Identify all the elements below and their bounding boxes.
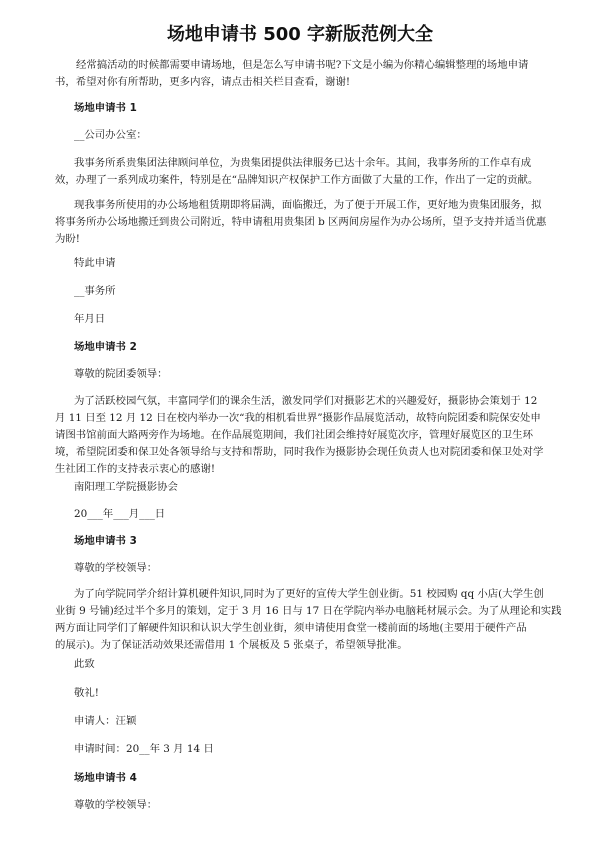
section-2-signer: 南阳理工学院摄影协会 <box>74 481 178 493</box>
section-3-applicant: 申请人：汪颖 <box>74 715 137 727</box>
section-3-p1-line-1: 为了向学院同学介绍计算机硬件知识,同时为了更好的宣传大学生创业街。51 校园购 qq 小店(大学生创 <box>74 588 544 600</box>
section-2-p1-line-5: 生社团工作的支持表示衷心的感谢! <box>55 463 216 475</box>
section-4-heading: 场地申请书 4 <box>74 772 137 784</box>
section-1-p2-line-1: 现我事务所使用的办公场地租赁期即将届满，面临搬迁，为了便于开展工作，更好地为贵集团服务，拟 <box>74 199 542 211</box>
section-2-date: 20___年___月___日 <box>74 508 166 520</box>
section-2-p1-line-3: 请图书馆前面大路两旁作为场地。在作品展览期间，我们社团会维持好展览次序，管理好展览区的卫生环 <box>55 429 533 441</box>
intro-paragraph <box>55 57 555 91</box>
section-1-date: 年月日 <box>74 313 106 325</box>
document-title: 场地申请书 500 字新版范例大全 <box>166 24 434 45</box>
section-3-closing-1: 此致 <box>74 658 95 670</box>
section-2-p1-line-4: 境，希望院团委和保卫处各领导给与支持和帮助，同时我作为摄影协会现任负责人也对院团委和保卫处对学 <box>55 446 544 458</box>
intro-line-2: 书，希望对你有所帮助，更多内容，请点击相关栏目查看，谢谢! <box>55 76 351 88</box>
section-1-paragraph-1 <box>55 155 555 189</box>
section-3-paragraph-1 <box>55 586 562 654</box>
section-3-p1-line-3: 两方面让同学们了解硬件知识和认识大学生创业街，须申请使用食堂一楼前面的场地(主要用于硬件产品 <box>55 622 527 634</box>
section-1-paragraph-2 <box>55 197 555 248</box>
section-2-heading: 场地申请书 2 <box>74 341 137 353</box>
section-1-p2-line-3: 为盼! <box>55 233 80 245</box>
section-1-heading: 场地申请书 1 <box>74 102 137 114</box>
section-1-addressee: __公司办公室： <box>74 129 147 141</box>
section-2-p1-line-1: 为了活跃校园气氛，丰富同学们的课余生活，激发同学们对摄影艺术的兴趣爱好，摄影协会策划于 12 <box>74 395 538 407</box>
section-2-addressee: 尊敬的院团委领导： <box>74 368 168 380</box>
section-1-closing: 特此申请 <box>74 257 116 269</box>
section-2-p1-line-2: 月 11 日至 12 月 12 日在校内举办一次“我的相机看世界”摄影作品展览活动，故特向院团委和院保安处申 <box>55 412 541 424</box>
section-1-p1-line-2: 效，办理了一系列成功案件，特别是在“品牌知识产权保护工作方面做了大量的工作，作出了一定的贡献。 <box>55 174 539 186</box>
section-3-date: 申请时间：20__年 3 月 14 日 <box>74 743 214 755</box>
section-3-p1-line-2: 业街 9 号铺)经过半个多月的策划，定于 3 月 16 日与 17 日在学院内举办电脑耗材展示会。为了从理论和实践 <box>55 605 562 617</box>
section-3-closing-2: 敬礼! <box>74 687 99 699</box>
section-1-p2-line-2: 将事务所办公场地搬迁到贵公司附近，特申请租用贵集团 b 区两间房屋作为办公场所，望予支持并适当优惠 <box>55 216 547 228</box>
section-3-addressee: 尊敬的学校领导： <box>74 562 158 574</box>
section-3-heading: 场地申请书 3 <box>74 535 137 547</box>
section-1-p1-line-1: 我事务所系贵集团法律顾问单位，为贵集团提供法律服务已达十余年。其间，我事务所的工作卓有成 <box>74 157 532 169</box>
section-1-signer: __事务所 <box>74 285 116 297</box>
section-2-paragraph-1 <box>55 393 555 478</box>
intro-line-1: 经常搞活动的时候都需要申请场地，但是怎么写申请书呢?下文是小编为你精心编辑整理的场地申请 <box>76 59 529 71</box>
section-4-addressee: 尊敬的学校领导： <box>74 799 158 811</box>
section-3-p1-line-4: 的展示)。为了保证活动效果还需借用 1 个展板及 5 张桌子，希望领导批准。 <box>55 639 408 651</box>
